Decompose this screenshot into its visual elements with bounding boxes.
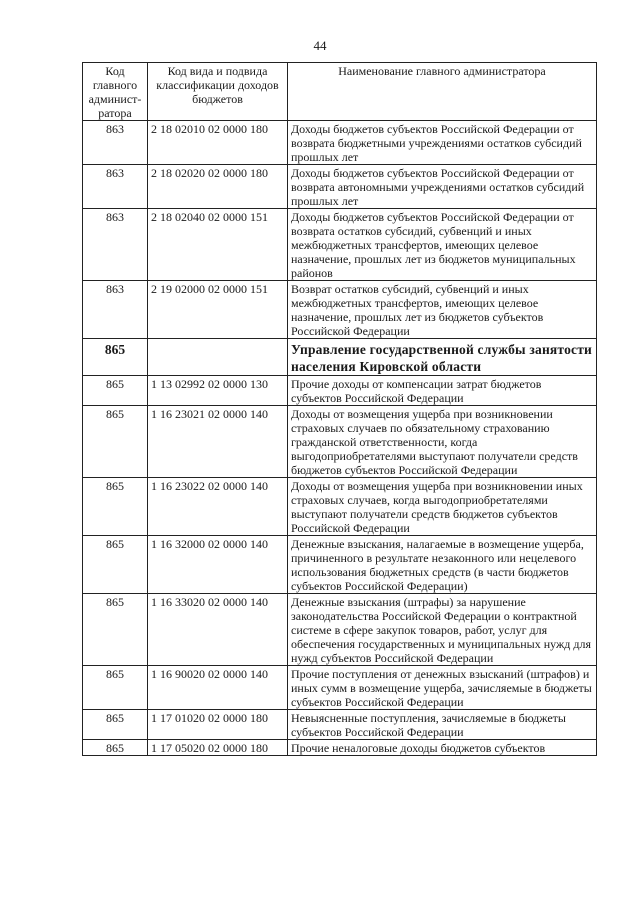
income-code-cell: 2 18 02020 02 0000 180 xyxy=(148,165,288,209)
table-row xyxy=(83,594,597,666)
admin-code-cell: 863 xyxy=(83,281,148,339)
income-code-cell: 2 18 02040 02 0000 151 xyxy=(148,209,288,281)
header-income-code: Код вида и подвида классификации доходов бюджетов xyxy=(148,63,288,121)
admin-name-cell: Доходы бюджетов субъектов Российской Федерации от возврата остатков субсидий, субвенций и иных межбюджетных трансфертов, имеющих целевое назначение, прошлых лет из бюджетов муниципальных районов xyxy=(288,209,597,281)
table-header-row xyxy=(83,63,597,121)
admin-code-cell: 865 xyxy=(83,406,148,478)
income-code-cell: 1 13 02992 02 0000 130 xyxy=(148,376,288,406)
income-code-cell: 2 19 02000 02 0000 151 xyxy=(148,281,288,339)
admin-name-cell: Прочие доходы от компенсации затрат бюджетов субъектов Российской Федерации xyxy=(288,376,597,406)
header-admin-code: Код главного админист-ратора xyxy=(83,63,148,121)
revenue-administrators-table xyxy=(82,62,597,756)
income-code-cell: 1 17 05020 02 0000 180 xyxy=(148,740,288,756)
admin-name-cell: Доходы от возмещения ущерба при возникновении страховых случаев по обязательному страхованию гражданской ответственности, когда выгодоприобретателями выступают получатели средств бюджетов субъектов Российской Федерации xyxy=(288,406,597,478)
table-body xyxy=(83,121,597,756)
admin-name-cell: Доходы бюджетов субъектов Российской Федерации от возврата бюджетными учреждениями остатков субсидий прошлых лет xyxy=(288,121,597,165)
page-number: 44 xyxy=(313,38,327,53)
table-row xyxy=(83,740,597,756)
admin-code-cell: 865 xyxy=(83,376,148,406)
table-row xyxy=(83,536,597,594)
income-code-cell xyxy=(148,339,288,376)
table-row xyxy=(83,209,597,281)
income-code-cell: 1 17 01020 02 0000 180 xyxy=(148,710,288,740)
admin-code-cell: 865 xyxy=(83,666,148,710)
admin-name-cell: Денежные взыскания, налагаемые в возмещение ущерба, причиненного в результате незаконного или нецелевого использования бюджетных средств (в части бюджетов субъектов Российской Федерации) xyxy=(288,536,597,594)
admin-code-cell: 865 xyxy=(83,339,148,376)
admin-code-cell: 865 xyxy=(83,740,148,756)
admin-name-cell: Денежные взыскания (штрафы) за нарушение законодательства Российской Федерации о контрактной системе в сфере закупок товаров, работ, услуг для обеспечения государственных и муниципальных нужд для нужд субъектов Российской Федерации xyxy=(288,594,597,666)
admin-code-cell: 865 xyxy=(83,478,148,536)
income-code-cell: 1 16 23022 02 0000 140 xyxy=(148,478,288,536)
admin-code-cell: 863 xyxy=(83,121,148,165)
table-row xyxy=(83,376,597,406)
admin-name-cell: Прочие неналоговые доходы бюджетов субъектов xyxy=(288,740,597,756)
admin-name-cell: Управление государственной службы занятости населения Кировской области xyxy=(288,339,597,376)
admin-code-cell: 863 xyxy=(83,165,148,209)
table-row xyxy=(83,406,597,478)
admin-name-cell: Возврат остатков субсидий, субвенций и иных межбюджетных трансфертов, имеющих целевое назначение, прошлых лет из бюджетов субъектов Российской Федерации xyxy=(288,281,597,339)
admin-name-cell: Доходы бюджетов субъектов Российской Федерации от возврата автономными учреждениями остатков субсидий прошлых лет xyxy=(288,165,597,209)
admin-name-cell: Невыясненные поступления, зачисляемые в бюджеты субъектов Российской Федерации xyxy=(288,710,597,740)
table-row xyxy=(83,666,597,710)
table-row xyxy=(83,165,597,209)
admin-name-cell: Прочие поступления от денежных взысканий (штрафов) и иных сумм в возмещение ущерба, зачисляемые в бюджеты субъектов Российской Федерации xyxy=(288,666,597,710)
admin-code-cell: 865 xyxy=(83,536,148,594)
table-row xyxy=(83,121,597,165)
income-code-cell: 1 16 23021 02 0000 140 xyxy=(148,406,288,478)
income-code-cell: 2 18 02010 02 0000 180 xyxy=(148,121,288,165)
section-header-row xyxy=(83,339,597,376)
table-row xyxy=(83,710,597,740)
table-row xyxy=(83,478,597,536)
admin-code-cell: 863 xyxy=(83,209,148,281)
income-code-cell: 1 16 90020 02 0000 140 xyxy=(148,666,288,710)
income-code-cell: 1 16 33020 02 0000 140 xyxy=(148,594,288,666)
admin-name-cell: Доходы от возмещения ущерба при возникновении иных страховых случаев, когда выгодоприобретателями выступают получатели средств бюджетов субъектов Российской Федерации xyxy=(288,478,597,536)
income-code-cell: 1 16 32000 02 0000 140 xyxy=(148,536,288,594)
admin-code-cell: 865 xyxy=(83,710,148,740)
admin-code-cell: 865 xyxy=(83,594,148,666)
header-admin-name: Наименование главного администратора xyxy=(288,63,597,121)
table-row xyxy=(83,281,597,339)
